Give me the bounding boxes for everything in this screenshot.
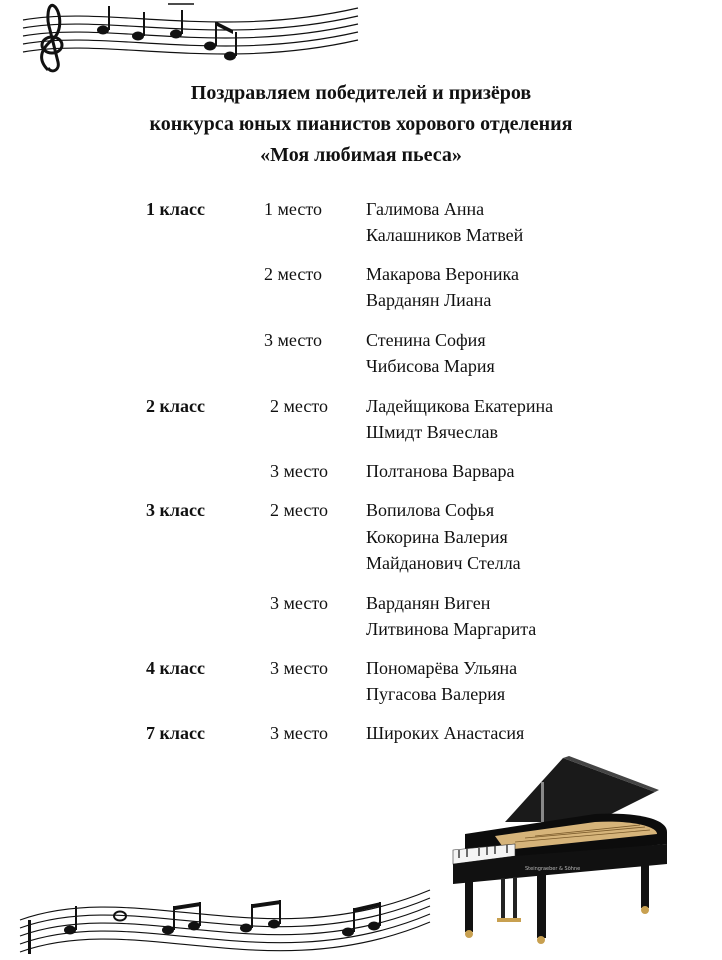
class-label: 4 класс <box>146 658 205 678</box>
title-line-3: «Моя любимая пьеса» <box>260 144 462 166</box>
class-label: 1 класс <box>146 199 205 219</box>
winner-name: Варданян Виген <box>366 593 491 613</box>
winner-name: Макарова Вероника <box>366 264 519 284</box>
winner-name: Стенина София <box>366 330 486 350</box>
winner-name: Широких Анастасия <box>366 723 525 743</box>
class-label: 2 класс <box>146 396 205 416</box>
winner-name: Ладейщикова Екатерина <box>366 396 554 416</box>
winner-name: Пономарёва Ульяна <box>366 658 518 678</box>
place-label: 2 место <box>264 264 322 284</box>
winner-name: Майданович Стелла <box>366 553 521 573</box>
place-label: 2 место <box>270 396 328 416</box>
place-label: 3 место <box>270 461 328 481</box>
winner-name: Галимова Анна <box>366 199 485 219</box>
title-line-1: Поздравляем победителей и призёров <box>190 82 532 104</box>
winner-name: Чибисова Мария <box>366 356 495 376</box>
class-label: 3 класс <box>146 500 205 520</box>
grand-piano-icon <box>445 752 670 950</box>
winner-name: Калашников Матвей <box>366 225 524 245</box>
winner-name: Варданян Лиана <box>366 290 492 310</box>
place-label: 3 место <box>264 330 322 350</box>
place-label: 2 место <box>270 500 328 520</box>
place-label: 3 место <box>270 658 328 678</box>
music-staff-top-icon <box>18 0 363 78</box>
class-label: 7 класс <box>146 723 205 743</box>
place-label: 3 место <box>270 593 328 613</box>
music-staff-bottom-icon <box>18 868 433 960</box>
title-line-2: конкурса юных пианистов хорового отделения <box>149 113 573 135</box>
winner-name: Полтанова Варвара <box>366 461 515 481</box>
winner-name: Шмидт Вячеслав <box>366 422 498 442</box>
winner-name: Кокорина Валерия <box>366 527 508 547</box>
winner-name: Пугасова Валерия <box>366 684 506 704</box>
winner-name: Литвинова Маргарита <box>366 619 537 639</box>
place-label: 1 место <box>264 199 322 219</box>
piano-brand: Steingraeber & Söhne <box>525 866 581 872</box>
winner-name: Вопилова Софья <box>366 500 495 520</box>
place-label: 3 место <box>270 723 328 743</box>
